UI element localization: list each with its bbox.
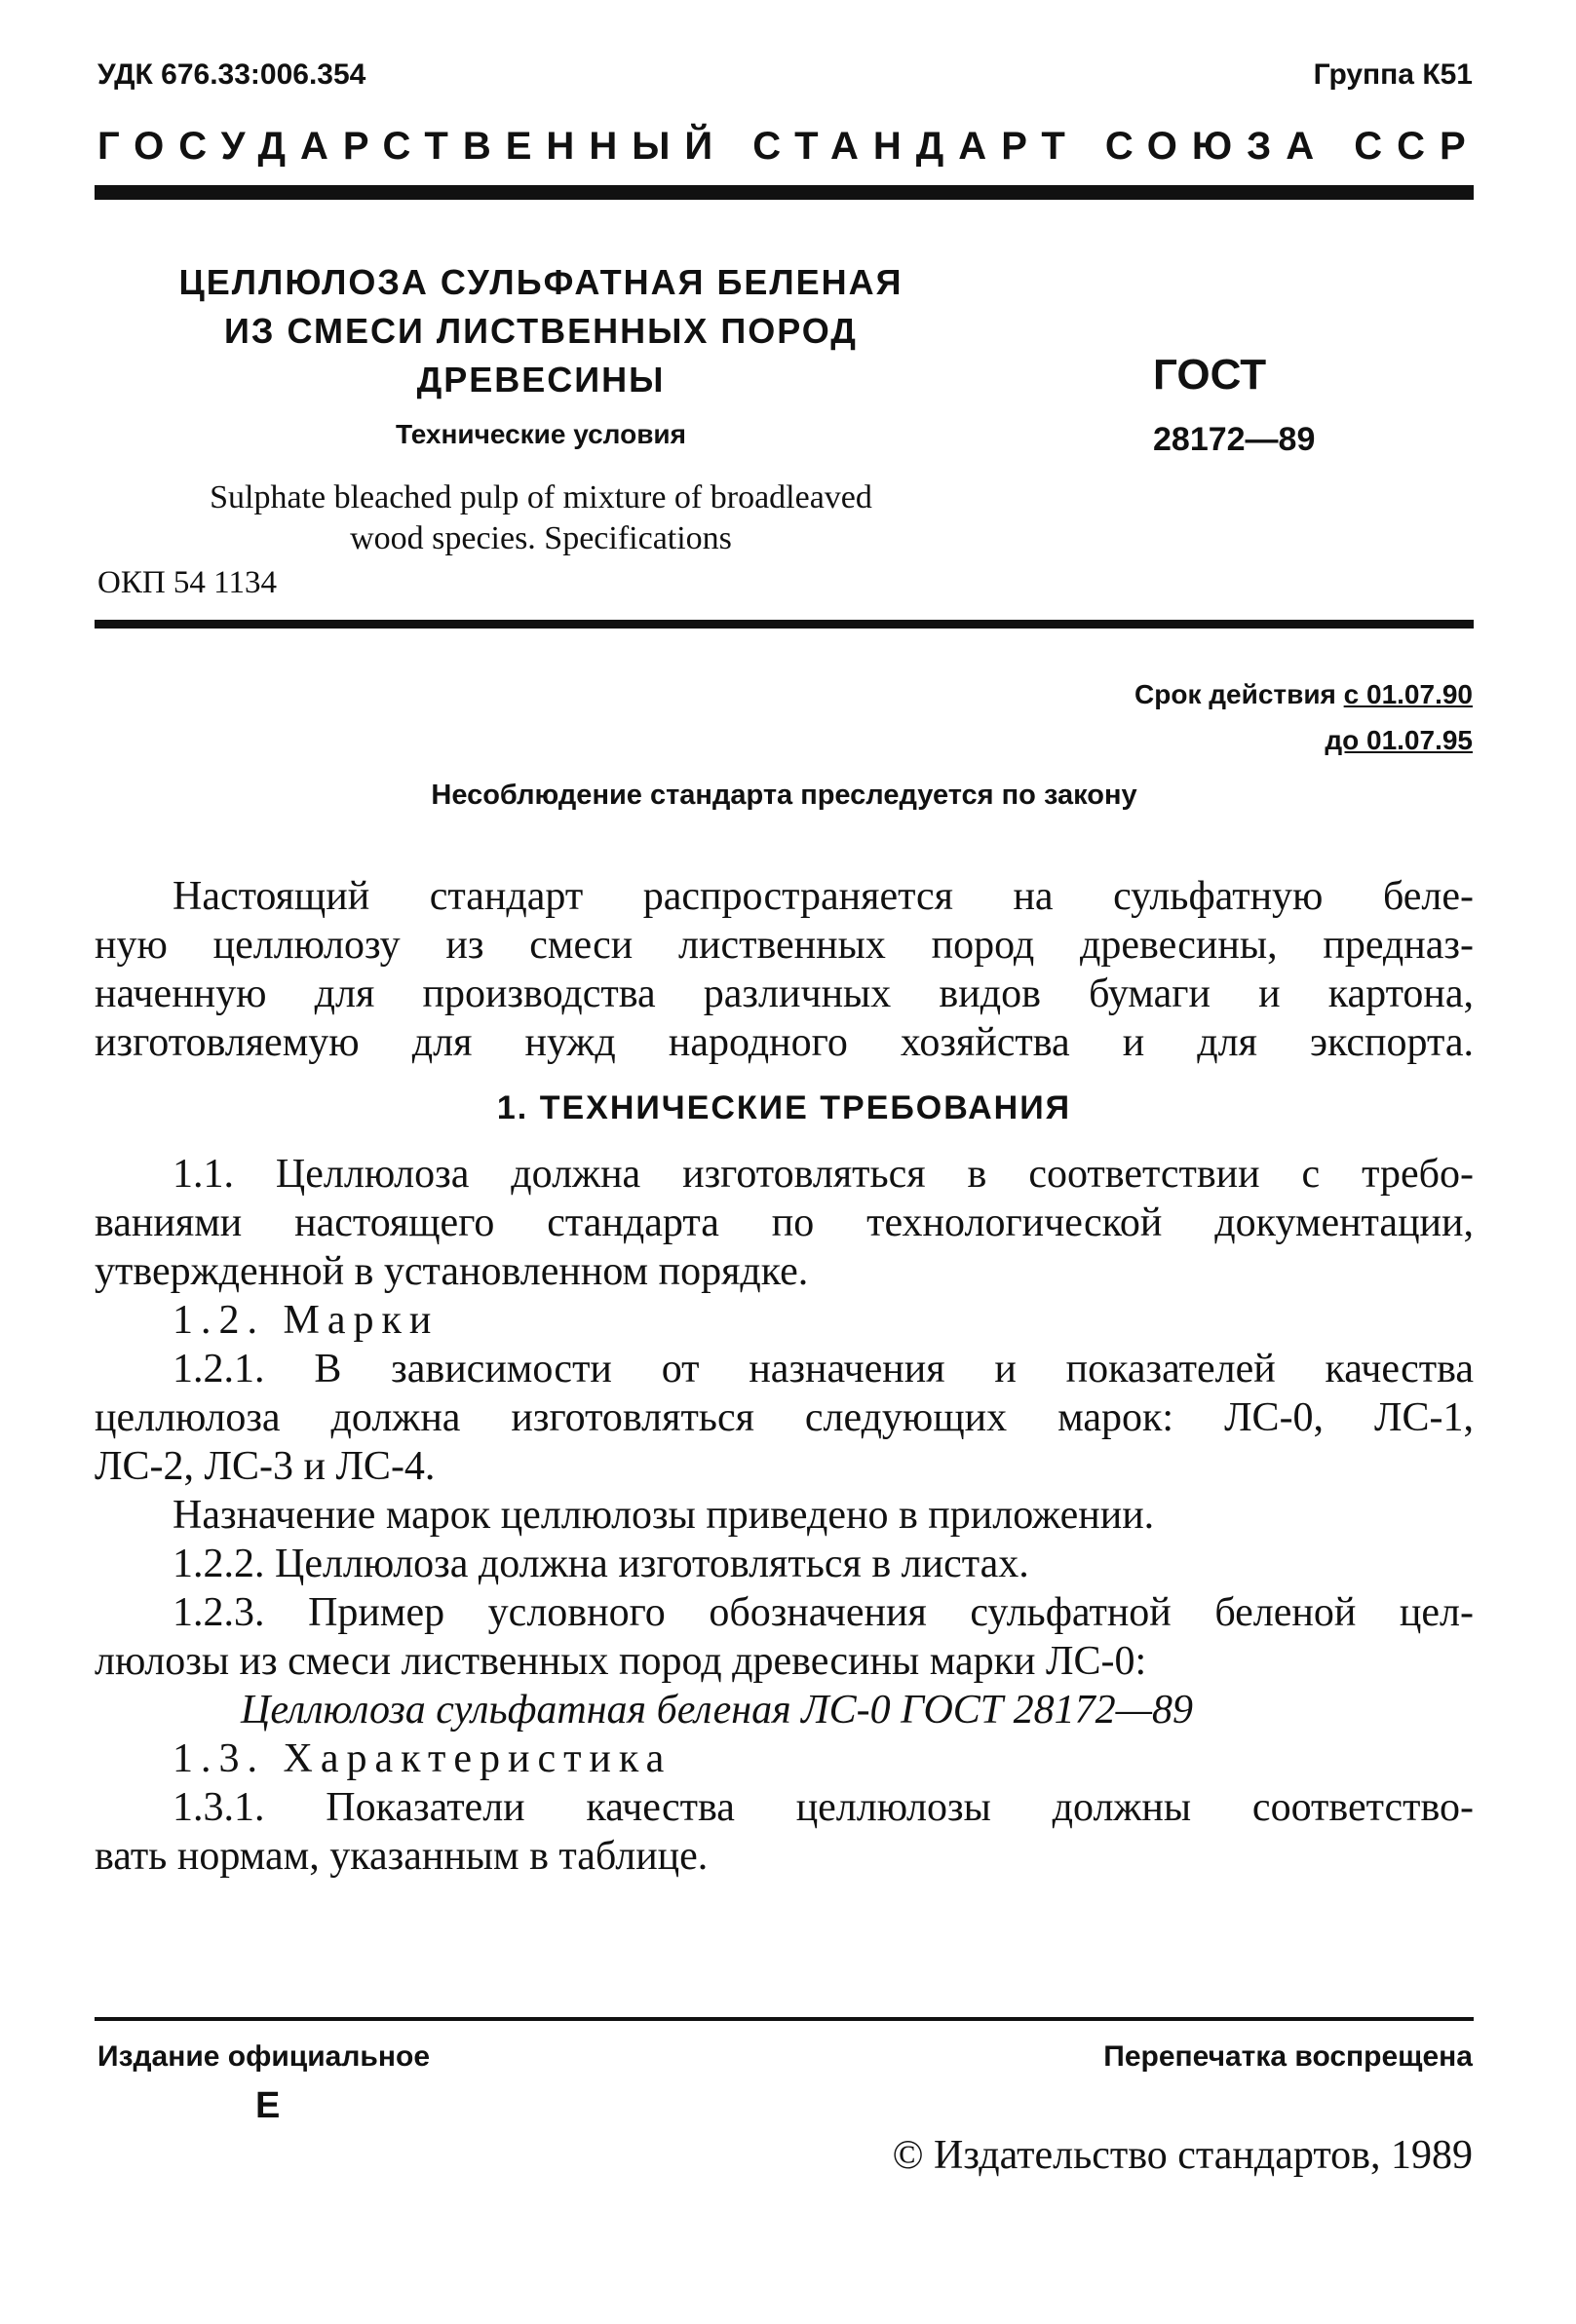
reprint-notice: Перепечатка воспрещена [1103, 2040, 1473, 2073]
title-rule [95, 620, 1474, 629]
intro-line: изготовляемую для нужд народного хозяйства и для экспорта. [95, 1020, 1474, 1065]
clause-1-1-line: утвержденной в установленном порядке. [95, 1249, 809, 1294]
english-title-line-1: Sulphate bleached pulp of mixture of broadleaved [210, 479, 872, 515]
intro-line: ную целлюлозу из смеси лиственных пород древесины, предназ- [95, 923, 1474, 968]
clause-1-1-line: 1.1. Целлюлоза должна изготовляться в соответствии с требо- [173, 1152, 1474, 1197]
clause-1-3-1-line: вать нормам, указанным в таблице. [95, 1834, 709, 1879]
gost-number: 28172—89 [1153, 421, 1316, 458]
edition-letter: Е [255, 2085, 281, 2126]
okp-code: ОКП 54 1134 [97, 565, 277, 600]
clause-1-2-1-line: 1.2.1. В зависимости от назначения и показателей качества [173, 1347, 1474, 1391]
clause-1-2-2: 1.2.2. Целлюлоза должна изготовляться в листах. [173, 1542, 1029, 1586]
state-standard-heading: ГОСУДАРСТВЕННЫЙ СТАНДАРТ СОЮЗА ССР [97, 125, 1480, 168]
clause-1-2: 1.2. Марки [173, 1298, 440, 1343]
section-heading: 1. ТЕХНИЧЕСКИЕ ТРЕБОВАНИЯ [496, 1089, 1072, 1126]
english-title-line-2: wood species. Specifications [350, 520, 732, 556]
footer-rule [95, 2017, 1474, 2021]
title-line-1: ЦЕЛЛЮЛОЗА СУЛЬФАТНАЯ БЕЛЕНАЯ [178, 262, 903, 302]
clause-1-1-line: ваниями настоящего стандарта по технологической документации, [95, 1200, 1474, 1245]
title-line-2: ИЗ СМЕСИ ЛИСТВЕННЫХ ПОРОД [224, 311, 858, 351]
legal-notice: Несоблюдение стандарта преследуется по закону [431, 780, 1137, 811]
purpose-note: Назначение марок целлюлозы приведено в приложении. [173, 1493, 1155, 1538]
clause-1-3-1-line: 1.3.1. Показатели качества целлюлозы должны соответство- [173, 1785, 1474, 1830]
copyright: © Издательство стандартов, 1989 [892, 2133, 1473, 2178]
designation-example: Целлюлоза сульфатная беленая ЛС-0 ГОСТ 28172—89 [241, 1688, 1193, 1733]
validity-to-date: до 01.07.95 [1325, 725, 1473, 755]
validity-label: Срок действия [1134, 679, 1336, 709]
clause-1-2-1-line: ЛС-2, ЛС-3 и ЛС-4. [95, 1444, 436, 1489]
clause-1-2-3-line: люлозы из смеси лиственных пород древесины марки ЛС-0: [95, 1639, 1147, 1684]
intro-line: наченную для производства различных видов бумаги и картона, [95, 972, 1474, 1016]
official-edition: Издание официальное [97, 2040, 431, 2073]
clause-1-3: 1.3. Характеристика [173, 1736, 673, 1781]
title-line-3: ДРЕВЕСИНЫ [416, 360, 666, 400]
clause-1-2-3-line: 1.2.3. Пример условного обозначения сульфатной беленой цел- [173, 1590, 1474, 1635]
header-rule [95, 185, 1474, 200]
subtitle: Технические условия [396, 419, 686, 449]
section-body [95, 1150, 1474, 1881]
gost-label: ГОСТ [1153, 351, 1267, 399]
udk-code: УДК 676.33:006.354 [97, 58, 366, 91]
clause-1-2-1-line: целлюлоза должна изготовляться следующих марок: ЛС-0, ЛС-1, [95, 1395, 1474, 1440]
intro-line: Настоящий стандарт распространяется на сульфатную беле- [173, 874, 1474, 919]
group-code: Группа К51 [1313, 58, 1473, 91]
validity-from [1134, 679, 1473, 710]
intro-paragraph [95, 872, 1474, 1067]
validity-to [1325, 725, 1473, 756]
validity-from-date: с 01.07.90 [1343, 679, 1473, 709]
